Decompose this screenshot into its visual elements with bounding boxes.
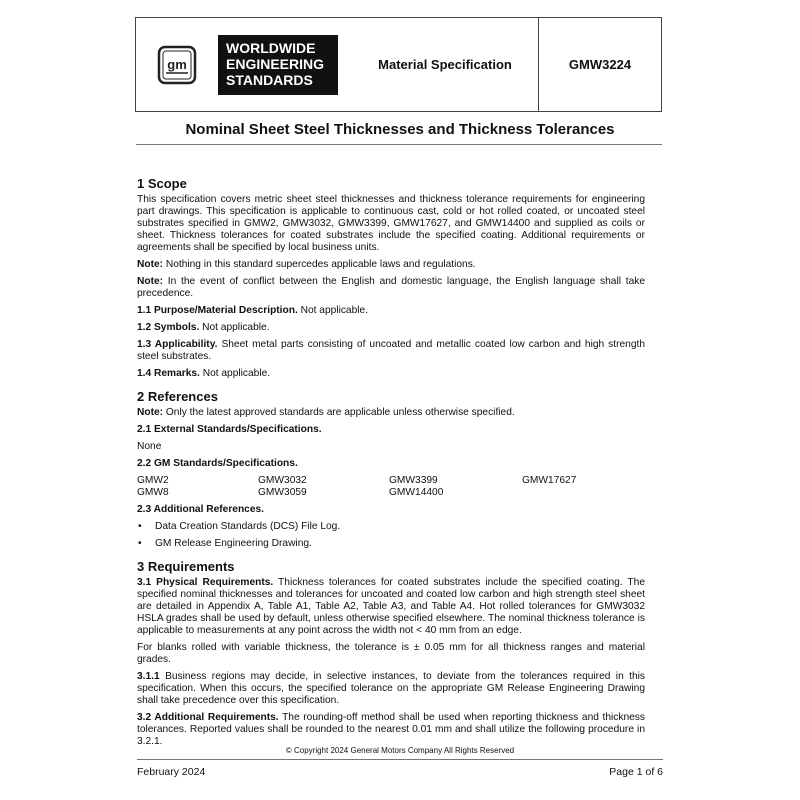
section-label: 1.2 Symbols. — [137, 322, 200, 333]
worldwide-engineering-standards-badge — [218, 35, 338, 95]
reference-bullet: • GM Release Engineering Drawing. — [137, 538, 645, 550]
section-text: Thickness tolerances for coated substrates include the specified coating. The specified nominal thicknesses and tolerances for uncoated and coated low carbon and high strength steel sheet are detailed in Appendix A, Table A1, Table A2, Table A3, and Table A4. Hot rolled tolerances for GMW3032 HSLA grades shall be used by default, unless otherwise specified elsewhere. The nominal thickness tolerance is applicable to measurements at any point across the width not < 40 mm from an edge. — [137, 577, 645, 636]
page-title: Nominal Sheet Steel Thicknesses and Thickness Tolerances — [185, 121, 615, 138]
note-language — [137, 276, 645, 300]
section-label: 3.1.1 — [137, 671, 160, 682]
page-number: Page 1 of 6 — [609, 766, 663, 778]
section-label: 1.4 Remarks. — [137, 368, 200, 379]
section-1-1 — [137, 305, 645, 317]
note-text: Nothing in this standard supercedes applicable laws and regulations. — [163, 259, 476, 270]
note-label: Note: — [137, 407, 164, 418]
gm-standard-item: GMW2 — [137, 475, 169, 486]
section-text: Not applicable. — [297, 305, 369, 316]
footer-date: February 2024 — [137, 766, 206, 778]
gm-standard-item: GMW17627 — [522, 475, 577, 486]
section-text: Not applicable. — [199, 368, 271, 379]
section-3-2 — [137, 712, 645, 748]
section-1-3 — [137, 339, 645, 363]
note-label: Note: — [137, 259, 164, 270]
section-3-1-1 — [137, 671, 645, 707]
gm-logo — [136, 18, 218, 111]
section-text: The rounding-off method shall be used when reporting thickness and thickness tolerances. Reported values shall be rounded to the nearest 0.01 mm and shall utilize the following procedure in 3.2.1. — [137, 712, 645, 747]
section-text: Sheet metal parts consisting of uncoated and metallic coated low carbon and high strength steel substrates. — [137, 339, 645, 362]
note-text: In the event of conflict between the English and domestic language, the English language shall take precedence. — [137, 276, 645, 299]
gm-logo-text: gm — [167, 56, 187, 72]
section-text: Not applicable. — [199, 322, 270, 333]
section-heading-requirements: 3 Requirements — [137, 559, 235, 574]
section-label: 3.1 Physical Requirements. — [137, 577, 274, 588]
org-line: WORLDWIDE — [226, 39, 316, 56]
note-text: Only the latest approved standards are applicable unless otherwise specified. — [163, 407, 515, 418]
gm-standard-item: GMW14400 — [389, 487, 444, 498]
section-label: 1.3 Applicability. — [137, 339, 218, 350]
doc-type: Material Specification — [378, 57, 512, 72]
note-laws — [137, 259, 645, 271]
gm-logo-icon — [157, 45, 197, 85]
copyright-notice: © Copyright 2024 General Motors Company All Rights Reserved — [285, 746, 515, 755]
gm-standard-item: GMW3059 — [258, 487, 307, 498]
document-header — [135, 17, 662, 112]
section-1-4 — [137, 368, 645, 380]
section-text: Business regions may decide, in selective instances, to deviate from the tolerances required in this specification. When this occurs, the specified tolerance on the appropriate GM Release Engineering Drawing shall take precedence over this specification. — [137, 671, 645, 706]
reference-bullet: • Data Creation Standards (DCS) File Log. — [137, 521, 645, 533]
external-standards-value: None — [137, 441, 162, 452]
org-line: STANDARDS — [226, 71, 313, 88]
gm-standards-list — [137, 475, 645, 499]
note-references — [137, 407, 645, 419]
section-label: 2.1 External Standards/Specifications. — [137, 424, 322, 435]
section-heading-references: 2 References — [137, 389, 218, 404]
doc-number: GMW3224 — [538, 18, 661, 111]
section-label: 2.3 Additional References. — [137, 504, 265, 515]
section-2-2 — [137, 458, 645, 470]
document-body — [137, 176, 645, 753]
section-label: 1.1 Purpose/Material Description. — [137, 305, 298, 316]
scope-paragraph: This specification covers metric sheet steel thicknesses and thickness tolerance requirements for engineering part drawings. This specification is applicable to continuous cast, cold or hot rolled coated, or uncoated steel substrates specified in GMW2, GMW3032, GMW3399, GMW17627, and GMW14400 and supplied as coils or sheet. Thickness tolerances for coated substrates include the specified coating. Additional requirements or agreements shall be specified by local business units. — [137, 194, 645, 253]
title-divider — [136, 144, 662, 145]
section-1-2 — [137, 322, 645, 334]
section-2-3 — [137, 504, 645, 516]
footer-divider — [137, 759, 663, 760]
gm-standard-item — [522, 487, 642, 499]
gm-standard-item: GMW8 — [137, 487, 169, 498]
section-2-1 — [137, 424, 645, 436]
org-line: ENGINEERING — [226, 55, 325, 72]
section-label: 2.2 GM Standards/Specifications. — [137, 458, 298, 469]
gm-standard-item: GMW3399 — [389, 475, 438, 486]
note-label: Note: — [137, 276, 164, 287]
section-3-1 — [137, 577, 645, 637]
section-label: 3.2 Additional Requirements. — [137, 712, 279, 723]
section-heading-scope: 1 Scope — [137, 176, 187, 191]
blanks-tolerance-paragraph: For blanks rolled with variable thickness, the tolerance is ± 0.05 mm for all thickness ranges and material grades. — [137, 642, 645, 665]
gm-standard-item: GMW3032 — [258, 475, 307, 486]
